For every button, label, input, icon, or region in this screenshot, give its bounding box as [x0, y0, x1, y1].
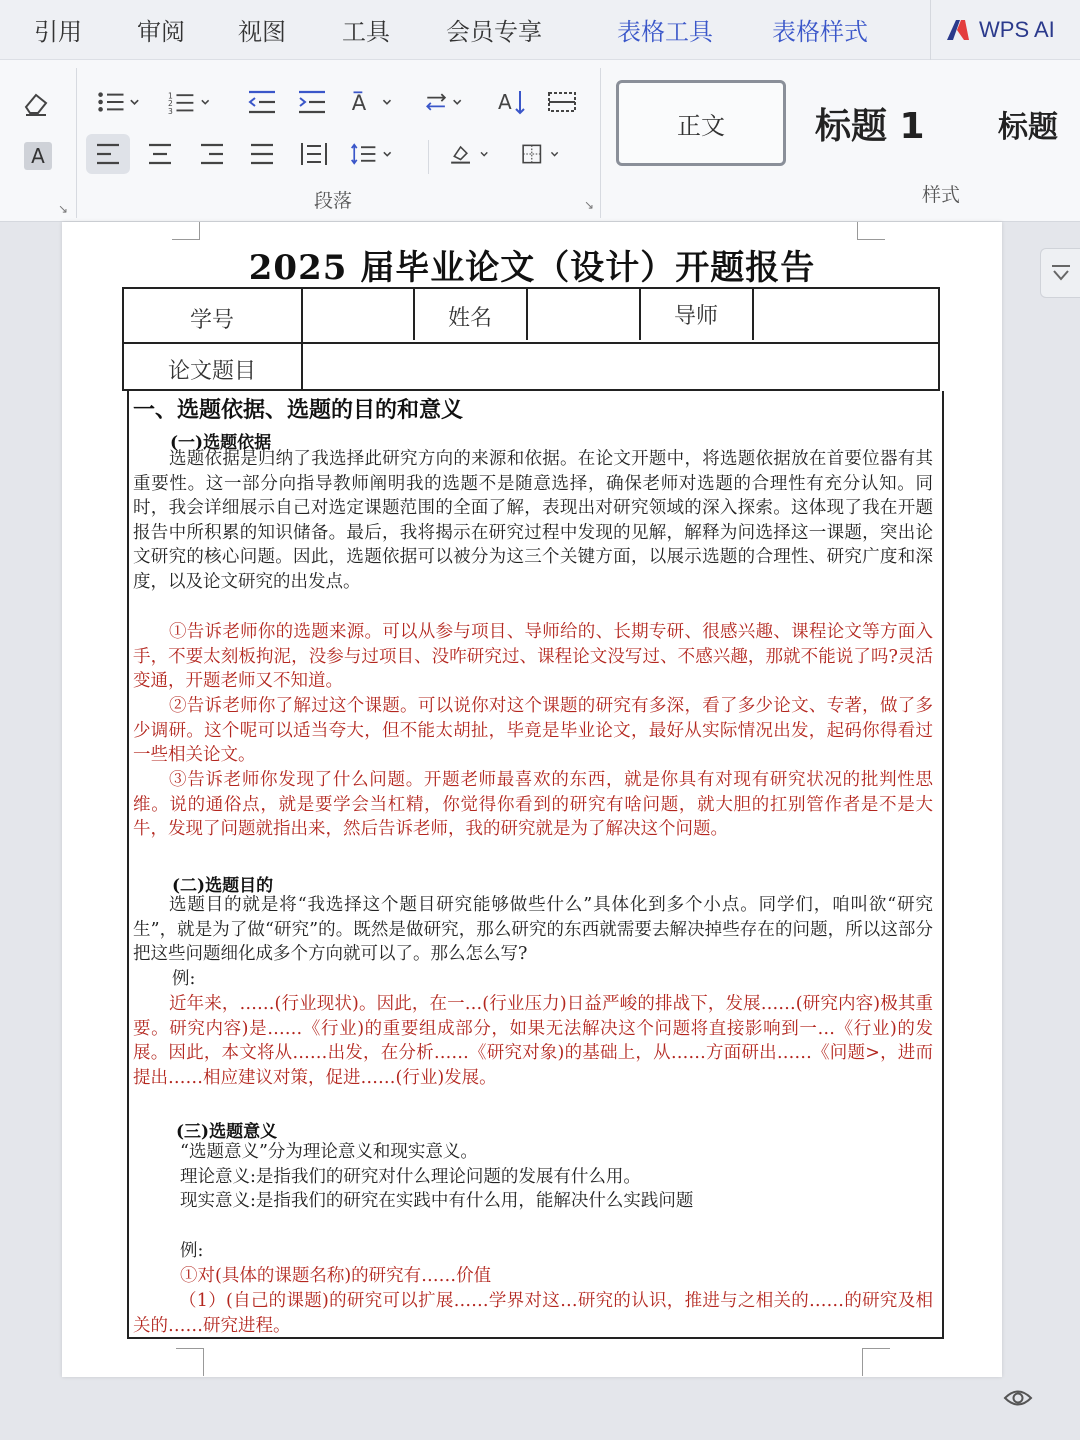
align-left-icon[interactable] — [86, 134, 130, 174]
advisor-cell[interactable] — [760, 303, 930, 333]
side-panel-toggle[interactable] — [1040, 248, 1080, 298]
table-divider — [301, 288, 303, 390]
sub3-example-label: 例: — [180, 1241, 204, 1261]
line-spacing-icon[interactable] — [350, 134, 394, 174]
tab-review[interactable]: 审阅 — [137, 18, 185, 46]
wps-ai-button[interactable] — [930, 0, 1080, 60]
svg-text:A: A — [351, 89, 367, 115]
sub1-heading: (一)选题依据 — [170, 433, 272, 453]
style-heading-1[interactable]: 标题 1 — [815, 106, 925, 147]
launcher-icon[interactable]: ↘ — [58, 202, 69, 216]
ribbon-tab-bar — [0, 0, 1080, 60]
text-direction-icon[interactable] — [350, 82, 394, 122]
student-id-cell[interactable] — [310, 303, 406, 333]
eraser-icon[interactable] — [14, 84, 58, 124]
crop-mark — [857, 222, 885, 240]
crop-mark — [176, 1348, 204, 1376]
increase-indent-icon[interactable] — [290, 82, 334, 122]
wps-ai-logo-icon — [945, 18, 971, 42]
sub2-heading: (二)选题目的 — [172, 876, 274, 896]
sub3-red-1: ①对(具体的课题名称)的研究有……价值 — [180, 1266, 492, 1286]
reading-mode-button[interactable] — [998, 1382, 1038, 1414]
align-center-icon[interactable] — [138, 134, 182, 174]
sub3-line-3: 现实意义:是指我们的研究在实践中有什么用，能解决什么实践问题 — [180, 1191, 694, 1211]
style-heading[interactable]: 标题 — [998, 110, 1058, 145]
tab-references[interactable]: 引用 — [34, 18, 82, 46]
style-normal-label: 正文 — [677, 111, 725, 140]
document-title: 2025 届毕业论文（设计）开题报告 — [248, 248, 816, 288]
paragraph-group-label: 段落 — [314, 190, 353, 212]
font-color-icon[interactable]: A — [16, 136, 60, 176]
example-label: 例: — [172, 969, 196, 989]
borders-toggle-icon[interactable] — [540, 82, 584, 122]
tab-tools[interactable]: 工具 — [342, 18, 390, 46]
sub3-heading: (三)选题意义 — [176, 1122, 278, 1142]
styles-group-label: 样式 — [922, 184, 961, 206]
sub2-example-red: 近年来，……(行业现状)。因此，在一…(行业压力)日益严峻的排战下，发展……(研究内容)极其重要。研究内容)是……《行业)的重要组成部分，如果无法解决这个问题将直接影响到一…《行业)的发展。因此，本文将从……出发，在分析……《研究对象)的基础上，从……方面研出……《问题>，进而提出……相应建议对策，促进……(行业)发展。 — [133, 994, 933, 1088]
crop-mark — [172, 222, 200, 240]
svg-text:3: 3 — [168, 106, 173, 116]
crop-mark — [862, 1348, 890, 1376]
tab-member[interactable]: 会员专享 — [446, 18, 542, 46]
table-divider — [413, 288, 415, 340]
wps-ai-label: WPS AI — [979, 17, 1055, 42]
justify-icon[interactable] — [240, 134, 284, 174]
align-right-icon[interactable] — [190, 134, 234, 174]
name-label: 姓名 — [448, 306, 493, 331]
red-point-1: ①告诉老师你的选题来源。可以从参与项目、导师给的、长期专研、很感兴趣、课程论文等方面入手，不要太刻板拘泥，没参与过项目、没咋研究过、课程论文没写过、不感兴趣，那就不能说了吗?灵活变通，开题老师又不知道。 — [133, 622, 933, 692]
sub3-line-1: “选题意义”分为理论意义和现实意义。 — [180, 1142, 478, 1162]
svg-text:1: 1 — [168, 91, 173, 101]
bullet-list-icon[interactable] — [96, 82, 140, 122]
table-divider — [123, 342, 939, 344]
sub2-paragraph: 选题目的就是将“我选择这个题目研究能够做些什么”具体化到多个小点。同学们，咱叫欲“研究生”，就是为了做“研究”的。既然是做研究，那么研究的东西就需要去解决掉些存在的问题，所以这部分把这些问题细化成多个方向就可以了。那么怎么写? — [133, 895, 933, 965]
sub3-line-2: 理论意义:是指我们的研究对什么理论问题的发展有什么用。 — [180, 1167, 641, 1187]
table-divider — [752, 288, 754, 340]
red-point-2: ②告诉老师你了解过这个课题。可以说你对这个课题的研究有多深，看了多少论文、专著，做了多少调研。这个呢可以适当夸大，但不能太胡扯，毕竟是毕业论文，最好从实际情况出发，起码你得看过一些相关论文。 — [133, 696, 933, 766]
thesis-title-label: 论文题目 — [168, 359, 257, 384]
style-normal[interactable] — [616, 80, 786, 166]
ribbon-toolbar — [0, 60, 1080, 222]
advisor-label: 导师 — [674, 304, 719, 329]
ribbon-separator — [76, 68, 77, 218]
tab-table-style[interactable]: 表格样式 — [772, 18, 868, 46]
paragraph-launcher-icon[interactable]: ↘ — [584, 198, 595, 212]
red-point-3: ③告诉老师你发现了什么问题。开题老师最喜欢的东西，就是你具有对现有研究状况的批判性思维。说的通俗点，就是要学会当杠精，你觉得你看到的研究有啥问题，就大胆的扛别管作者是不是大牛，发现了问题就指出来，然后告诉老师，我的研究就是为了解决这个问题。 — [133, 770, 933, 840]
svg-text:2: 2 — [168, 99, 173, 109]
svg-text:A: A — [498, 90, 512, 114]
section1-heading: 一、选题依据、选题的目的和意义 — [133, 397, 464, 423]
name-cell[interactable] — [532, 303, 632, 333]
shading-icon[interactable] — [448, 134, 492, 174]
decrease-indent-icon[interactable] — [240, 82, 284, 122]
tab-table-tools[interactable]: 表格工具 — [617, 18, 713, 46]
sub3-red-2: （1）(自己的课题)的研究可以扩展……学界对这…研究的认识，推进与之相关的……的研究及相关的……研究进程。 — [133, 1291, 933, 1336]
table-divider — [639, 288, 641, 340]
distributed-icon[interactable] — [292, 134, 336, 174]
tab-view[interactable]: 视图 — [238, 18, 286, 46]
sort-icon[interactable] — [422, 82, 466, 122]
eye-icon — [1003, 1387, 1033, 1409]
sub1-paragraph: 选题依据是归纳了我选择此研究方向的来源和依据。在论文开题中，将选题依据放在首要位器有其重要性。这一部分向指导教师阐明我的选题不是随意选择，确保老师对选题的合理性有充分认知。同时，我会详细展示自己对选定课题范围的全面了解，表现出对研究领域的深入探索。这体现了我在开题报告中所积累的知识储备。最后，我将揭示在研究过程中发现的见解，解释为问选择这一课题，突出论文研究的核心问题。因此，选题依据可以被分为这三个关键方面，以展示选题的合理性、研究广度和深度，以及论文研究的出发点。 — [133, 449, 933, 592]
table-divider — [526, 288, 528, 340]
ribbon-separator — [600, 68, 601, 218]
sort-az-icon[interactable] — [490, 82, 534, 122]
student-id-label: 学号 — [190, 308, 235, 333]
filter-icon — [1050, 263, 1072, 283]
ribbon-separator — [428, 140, 429, 174]
borders-icon[interactable] — [520, 134, 564, 174]
numbered-list-icon[interactable] — [168, 82, 212, 122]
